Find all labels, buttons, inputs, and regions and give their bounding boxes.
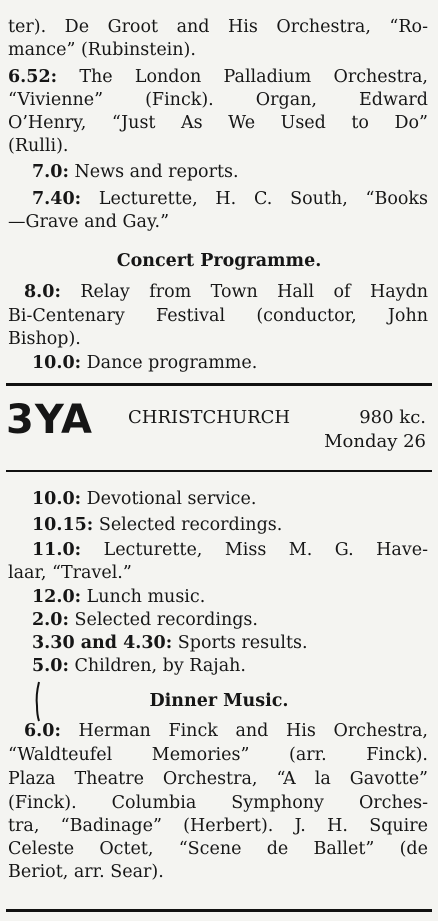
dinner-line: Celeste Octet, “Scene de Ballet” (de — [8, 839, 428, 859]
schedule-line: 12.0: Lunch music. — [32, 587, 206, 607]
dinner-line: (Finck). Columbia Symphony Orches- — [8, 793, 428, 813]
text-line: mance” (Rubinstein). — [8, 40, 196, 60]
schedule-line: 5.0: Children, by Rajah. — [32, 656, 246, 676]
header-divider — [6, 470, 432, 472]
text-line: Bi-Centenary Festival (conductor, John — [8, 306, 428, 326]
schedule-line: 2.0: Selected recordings. — [32, 610, 258, 630]
text-line: 10.0: Dance programme. — [32, 353, 258, 373]
station-call-sign: 3YA — [6, 397, 93, 443]
station-frequency: 980 kc. — [359, 407, 426, 428]
text-line: —Grave and Gay.” — [8, 212, 170, 232]
schedule-line: 11.0: Lecturette, Miss M. G. Have- — [32, 540, 428, 560]
text-line: (Rulli). — [8, 136, 69, 156]
dinner-line: Beriot, arr. Sear). — [8, 862, 164, 882]
text-line: 8.0: Relay from Town Hall of Haydn — [24, 282, 428, 302]
section-divider — [6, 383, 432, 386]
text-line: “Vivienne” (Finck). Organ, Edward — [8, 90, 428, 110]
text-line: Bishop). — [8, 329, 81, 349]
text-line: 7.40: Lecturette, H. C. South, “Books — [32, 189, 428, 209]
dinner-line: tra, “Badinage” (Herbert). J. H. Squire — [8, 816, 428, 836]
dinner-line: Plaza Theatre Orchestra, “A la Gavotte” — [8, 769, 428, 789]
text-line: O’Henry, “Just As We Used to Do” — [8, 113, 428, 133]
dinner-line: 6.0: Herman Finck and His Orchestra, — [24, 721, 428, 741]
text-line: 6.52: The London Palladium Orchestra, — [8, 67, 428, 87]
schedule-line: 10.15: Selected recordings. — [32, 515, 283, 535]
bottom-divider — [6, 909, 432, 912]
dinner-line: “Waldteufel Memories” (arr. Finck). — [8, 745, 428, 765]
station-day: Monday 26 — [324, 431, 426, 452]
concert-heading: Concert Programme. — [116, 251, 322, 271]
station-city: CHRISTCHURCH — [128, 407, 291, 428]
schedule-line: 10.0: Devotional service. — [32, 489, 257, 509]
text-line: ter). De Groot and His Orchestra, “Ro- — [8, 17, 428, 37]
schedule-line: laar, “Travel.” — [8, 563, 132, 583]
schedule-line: 3.30 and 4.30: Sports results. — [32, 633, 308, 653]
text-line: 7.0: News and reports. — [32, 162, 239, 182]
dinner-heading: Dinner Music. — [149, 691, 289, 711]
